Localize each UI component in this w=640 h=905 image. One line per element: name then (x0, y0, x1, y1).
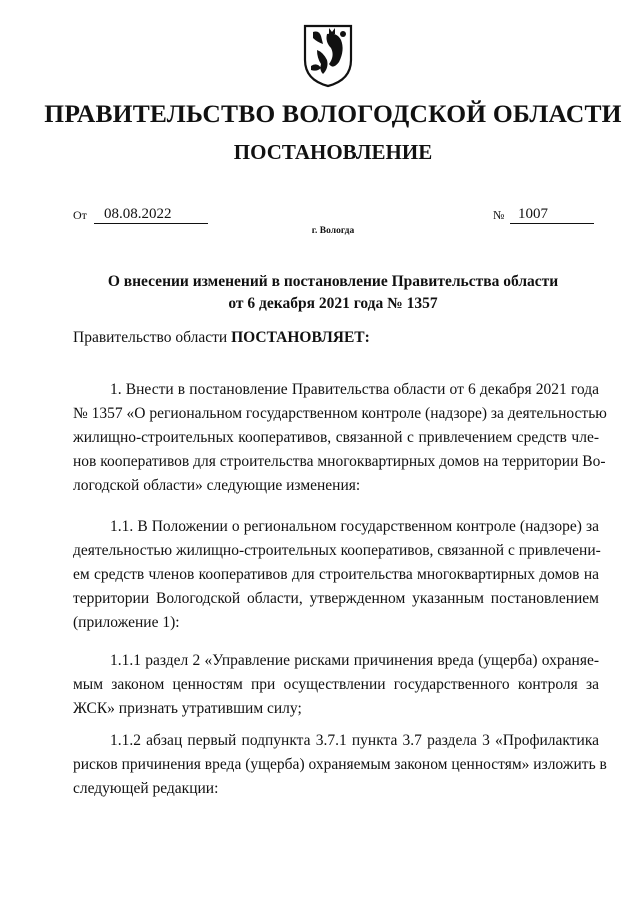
document-number: 1007 (510, 206, 594, 224)
paragraph-1 (73, 378, 607, 498)
document-date: 08.08.2022 (94, 206, 208, 224)
government-title: ПРАВИТЕЛЬСТВО ВОЛОГОДСКОЙ ОБЛАСТИ (44, 99, 622, 128)
document-subject (0, 271, 640, 315)
paragraph-line: деятельностью жилищно-строительных кооперативов, связанной с привлечени- (73, 542, 601, 559)
paragraph-line: ЖСК» признать утратившим силу; (73, 700, 302, 717)
paragraph-line: 1.1. В Положении о региональном государственном контроле (надзоре) за (110, 518, 599, 535)
paragraph-line: мым законом ценностям при осуществлении государственного контроля за (73, 676, 599, 693)
paragraph-line: следующей редакции: (73, 780, 219, 797)
paragraph-line: нов кооперативов для строительства многоквартирных домов на территории Во- (73, 453, 606, 470)
city-name: г. Вологда (311, 226, 355, 236)
date-label: От (73, 208, 87, 222)
preamble-text: Правительство области (73, 329, 232, 346)
document-type: ПОСТАНОВЛЕНИЕ (233, 140, 433, 164)
paragraph-line: 1.1.2 абзац первый подпункта 3.7.1 пункта 3.7 раздела 3 «Профилактика (110, 732, 599, 749)
paragraph-1-1 (73, 515, 599, 635)
paragraph-line: 1. Внести в постановление Правительства области от 6 декабря 2021 года (110, 381, 599, 398)
number-label: № (493, 208, 505, 222)
paragraph-1-1-2 (73, 729, 607, 801)
paragraph-line: № 1357 «О региональном государственном контроле (надзоре) за деятельностью (73, 405, 607, 422)
coat-of-arms-icon (299, 22, 357, 88)
paragraph-line: логодской области» следующие изменения: (73, 477, 361, 494)
subject-line-1: О внесении изменений в постановление Правительства области (107, 273, 559, 290)
paragraph-line: территории Вологодской области, утвержденном указанным постановлением (73, 590, 599, 607)
paragraph-line: рисков причинения вреда (ущерба) охраняемым законом ценностям» изложить в (73, 756, 607, 773)
paragraph-line: жилищно-строительных кооперативов, связанной с привлечением средств чле- (73, 429, 599, 446)
paragraph-line: (приложение 1): (73, 614, 180, 631)
subject-line-2: от 6 декабря 2021 года № 1357 (228, 295, 438, 312)
paragraph-line: 1.1.1 раздел 2 «Управление рисками причинения вреда (ущерба) охраняе- (110, 652, 599, 669)
paragraph-line: ем средств членов кооперативов для строительства многоквартирных домов на (73, 566, 599, 583)
preamble-resolves: ПОСТАНОВЛЯЕТ: (231, 329, 370, 346)
preamble (73, 326, 370, 350)
paragraph-1-1-1 (73, 649, 599, 721)
